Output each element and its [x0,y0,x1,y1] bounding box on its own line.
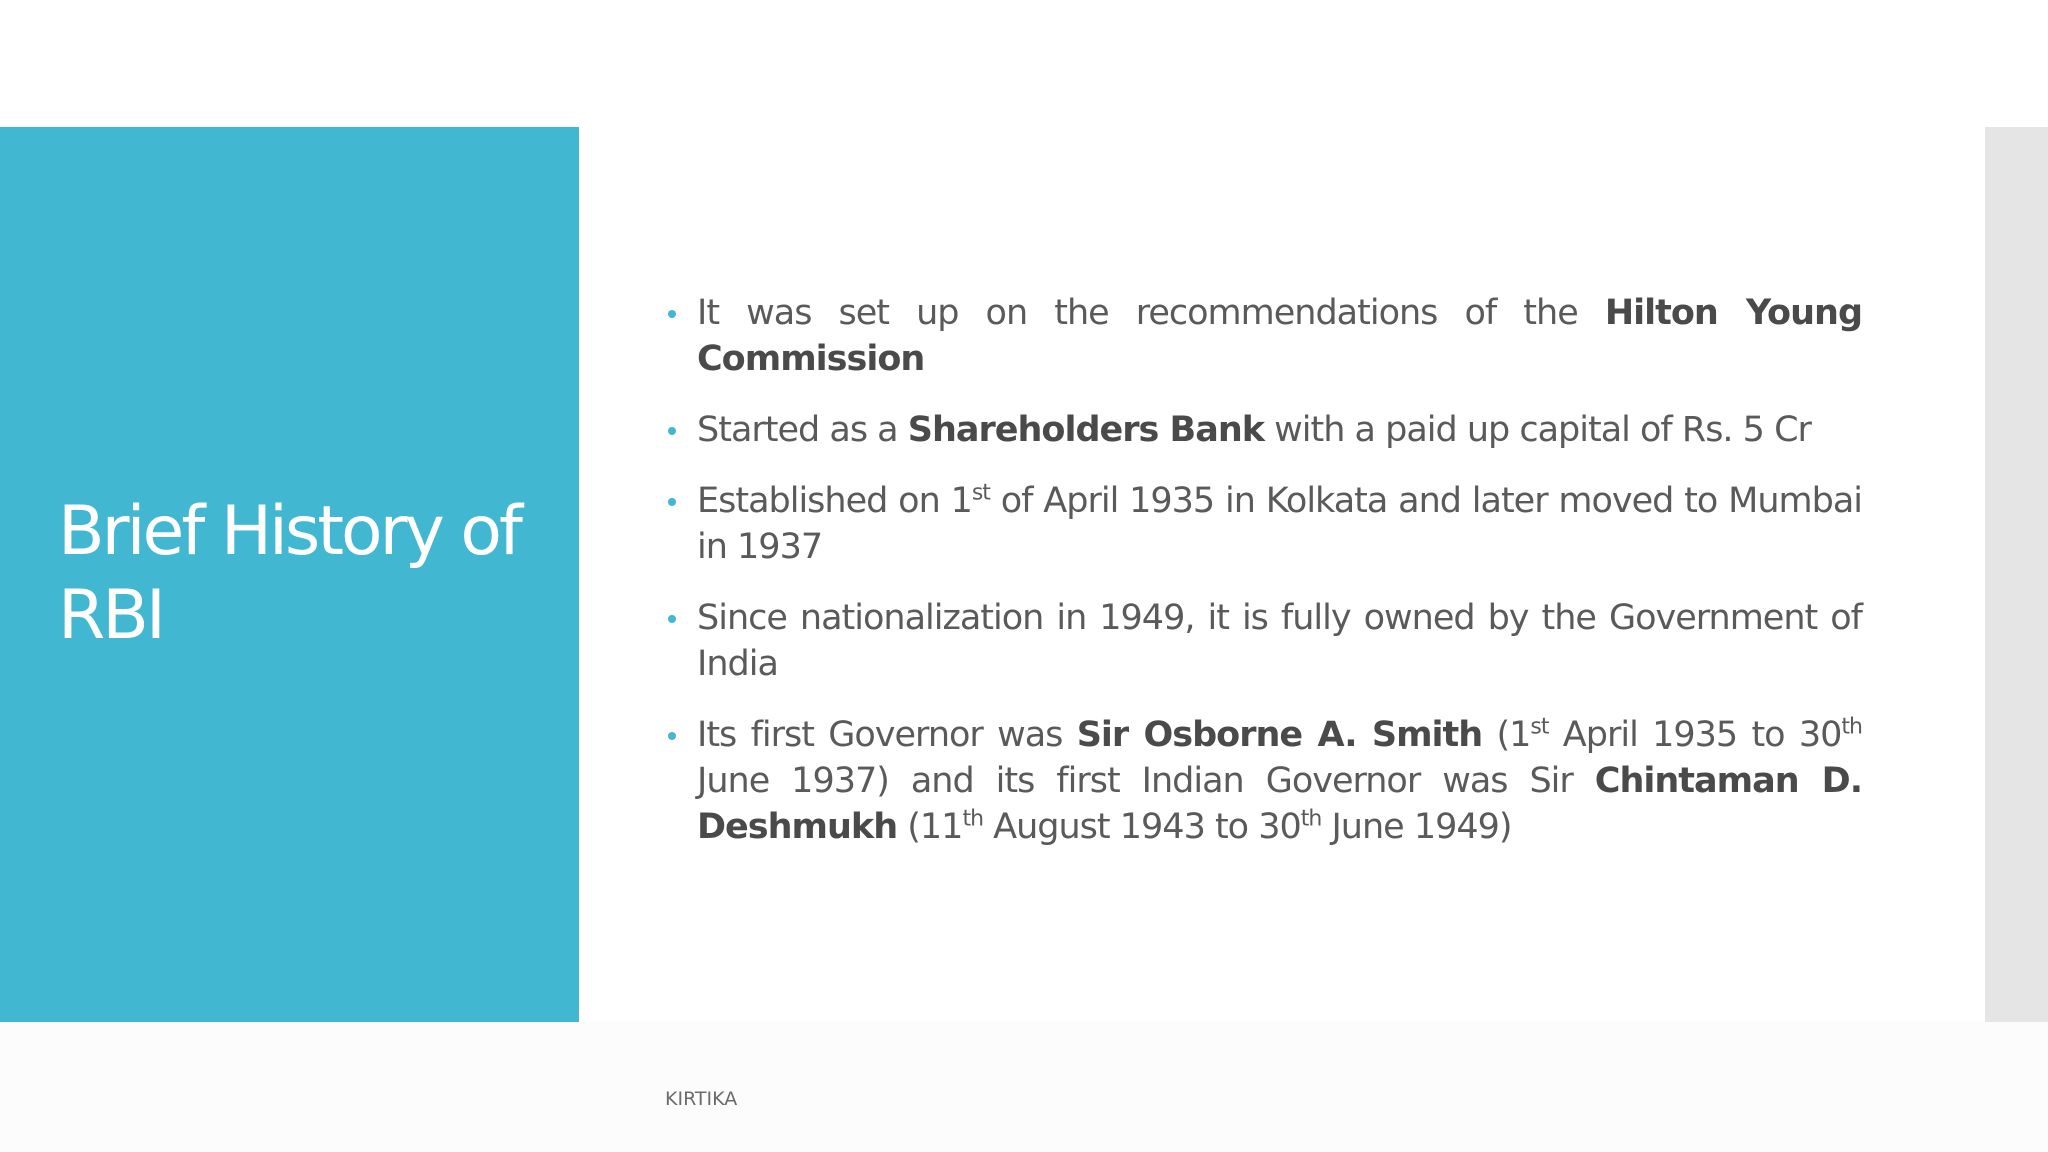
bullet-item-governors [660,712,1862,850]
bullet-text: with a paid up capital of Rs. 5 Cr [1264,410,1811,450]
bullet-list [660,290,1862,850]
bullet-dot-icon [668,498,676,506]
bullet-bold-text: Hilton Young Commission [697,293,1862,379]
slide-footer: KIRTIKA [665,1088,738,1110]
bullet-item-established [660,478,1862,570]
bullet-text: Started as a [697,410,908,450]
bullet-text: June 1949) [1321,807,1512,847]
bullet-dot-icon [668,427,676,435]
ordinal-suffix: st [1530,714,1549,740]
bullet-text: (11 [897,807,963,847]
content-area [660,290,1862,875]
ordinal-suffix: th [1841,714,1862,740]
bullet-item-nationalization [660,595,1862,687]
bullet-bold-text: Chintaman D. Deshmukh [697,761,1863,847]
ordinal-suffix: th [962,806,984,832]
bullet-text: Since nationalization in 1949, it is fully owned by the Government of India [697,598,1862,684]
bullet-text: It was set up on the recommendations of the [697,293,1605,333]
slide-bottom-band [0,1022,2048,1152]
bullet-text: Its first Governor was [697,715,1077,755]
bullet-dot-icon [668,732,676,740]
right-decorative-strip [1985,127,2048,1022]
bullet-bold-text: Shareholders Bank [907,410,1265,450]
slide-title: Brief History of RBI [58,492,520,655]
ordinal-suffix: th [1300,806,1322,832]
bullet-bold-text: Sir Osborne A. Smith [1076,715,1483,755]
bullet-item-shareholders-bank [660,407,1862,453]
bullet-text: April 1935 to 30 [1548,715,1842,755]
bullet-text: August 1943 to 30 [983,807,1301,847]
bullet-text: (1 [1482,715,1531,755]
bullet-dot-icon [668,615,676,623]
bullet-text: June 1937) and its first Indian Governor was Sir [697,761,1595,801]
bullet-item-hilton-young [660,290,1862,382]
bullet-text: of April 1935 in Kolkata and later moved to Mumbai in 1937 [697,481,1862,567]
ordinal-suffix: st [971,480,990,506]
bullet-dot-icon [668,310,676,318]
bullet-text: Established on 1 [697,481,972,521]
